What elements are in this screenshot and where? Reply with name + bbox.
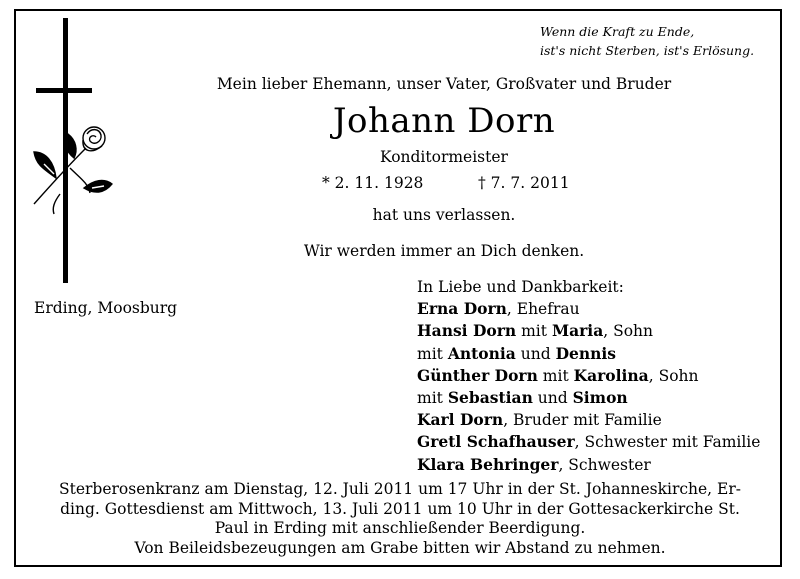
mourner-line <box>417 409 760 431</box>
mourner-line <box>417 298 760 320</box>
birth-date: * 2. 11. 1928 <box>322 174 424 192</box>
mourner-name: Maria <box>551 321 604 341</box>
motto <box>540 22 754 60</box>
mourner-relation: mit <box>417 389 448 408</box>
mourner-relation: und <box>532 389 573 408</box>
funeral-line-2: ding. Gottesdienst am Mittwoch, 13. Juli 2011 um 10 Uhr in der Gottesackerkirche St. <box>60 499 740 518</box>
mourners-heading: In Liebe und Dankbarkeit: <box>417 278 624 296</box>
funeral-line-1: Sterberosenkranz am Dienstag, 12. Juli 2011 um 17 Uhr in der St. Johanneskirche, Er- <box>59 480 741 498</box>
mourner-name: Erna Dorn <box>417 299 507 319</box>
intro-line: Mein lieber Ehemann, unser Vater, Großvater und Bruder <box>216 75 672 93</box>
mourner-name: Sebastian <box>447 388 533 408</box>
mourner-relation: mit <box>537 366 574 385</box>
mourner-name: Günther Dorn <box>417 365 538 385</box>
mourner-line <box>417 320 760 342</box>
motto-line-1: Wenn die Kraft zu Ende, <box>540 24 695 39</box>
places: Erding, Moosburg <box>34 299 178 317</box>
motto-line-2: ist's nicht Sterben, ist's Erlösung. <box>540 43 755 58</box>
death-date: † 7. 7. 2011 <box>478 174 570 192</box>
funeral-line-4: Von Beileidsbezeugungen am Grabe bitten wir Abstand zu nehmen. <box>134 538 666 557</box>
mourner-name: Gretl Schafhauser <box>417 432 575 452</box>
mourner-relation: , Sohn <box>648 366 699 385</box>
mourner-name: Dennis <box>555 343 617 363</box>
mourner-relation: mit <box>417 344 448 363</box>
mourner-relation: , Schwester <box>558 455 651 474</box>
mourner-line <box>417 387 760 409</box>
passed-away-line: hat uns verlassen. <box>372 206 516 224</box>
mourner-relation: und <box>515 344 556 363</box>
mourner-name: Karl Dorn <box>417 410 504 430</box>
mourner-line <box>417 365 760 387</box>
funeral-info <box>30 480 770 558</box>
mourner-name: Simon <box>572 388 628 408</box>
mourner-name: Hansi Dorn <box>417 321 517 341</box>
remembrance-line: Wir werden immer an Dich denken. <box>303 242 585 260</box>
mourner-relation: , Bruder mit Familie <box>503 411 662 430</box>
mourner-line <box>417 343 760 365</box>
mourner-line <box>417 431 760 453</box>
profession: Konditormeister <box>380 148 508 166</box>
mourner-relation: mit <box>516 322 552 341</box>
mourner-relation: , Ehefrau <box>506 300 580 319</box>
mourner-line <box>417 454 760 476</box>
mourner-name: Klara Behringer <box>417 454 559 474</box>
mourners-list <box>417 277 760 476</box>
mourner-relation: , Schwester mit Familie <box>574 433 761 452</box>
funeral-line-3: Paul in Erding mit anschließender Beerdigung. <box>214 519 586 537</box>
mourner-relation: , Sohn <box>603 322 654 341</box>
deceased-name: Johann Dorn <box>332 101 556 141</box>
mourner-name: Antonia <box>447 343 516 363</box>
mourner-name: Karolina <box>573 365 649 385</box>
